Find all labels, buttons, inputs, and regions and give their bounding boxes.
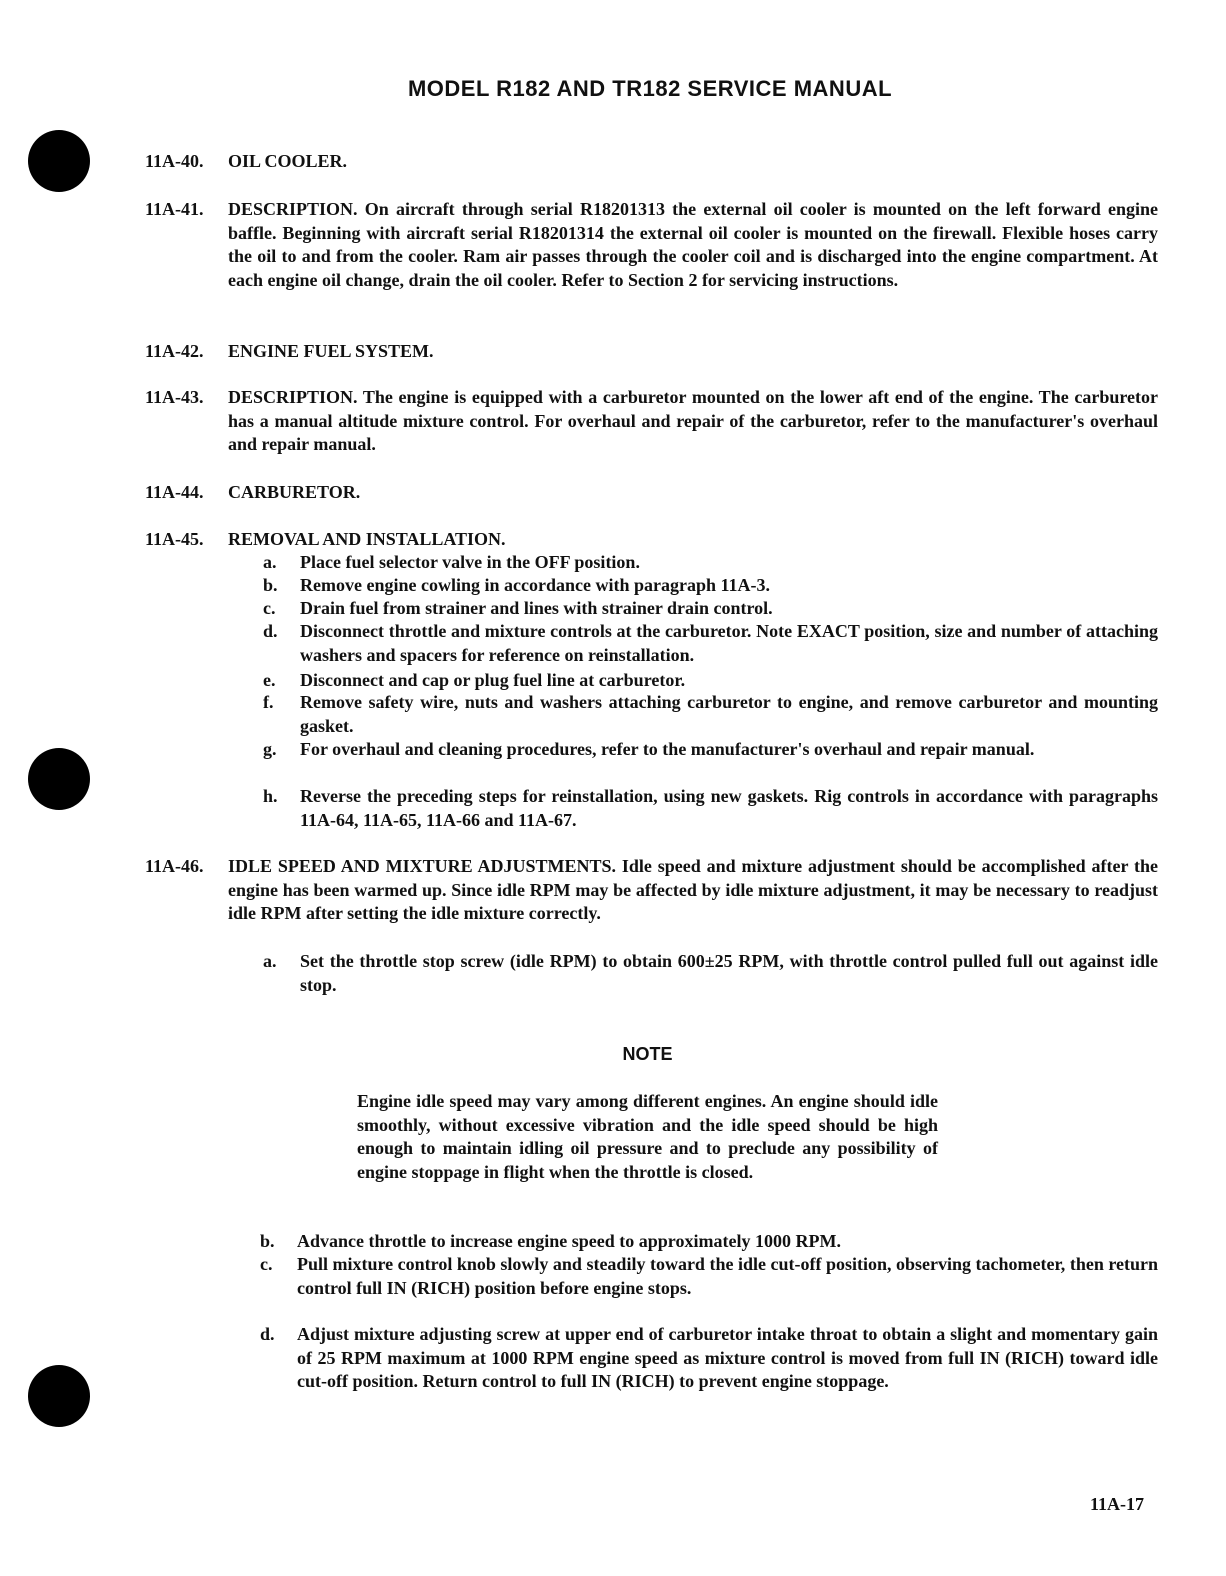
section-text: ENGINE FUEL SYSTEM. xyxy=(228,341,434,361)
step-text: Advance throttle to increase engine speed to approximately 1000 RPM. xyxy=(297,1231,841,1251)
section-text: CARBURETOR. xyxy=(228,482,361,502)
step-text: Disconnect throttle and mixture controls at the carburetor. Note EXACT position, size and number of attaching washers and spacers for reference on reinstallation. xyxy=(300,621,1158,665)
binder-hole xyxy=(28,1365,90,1427)
step-letter: e. xyxy=(263,670,276,690)
section-11a-43 xyxy=(145,386,1158,457)
section-11a-44 xyxy=(145,481,1158,505)
step-letter: b. xyxy=(263,575,278,595)
removal-step xyxy=(263,669,1158,693)
removal-step xyxy=(263,597,1158,621)
section-number: 11A-43. xyxy=(145,387,204,407)
step-text: Drain fuel from strainer and lines with strainer drain control. xyxy=(300,598,773,618)
section-11a-41 xyxy=(145,198,1158,292)
step-text: Set the throttle stop screw (idle RPM) to obtain 600±25 RPM, with throttle control pulled full out against idle stop. xyxy=(300,951,1158,995)
removal-step xyxy=(263,574,1158,598)
section-11a-46 xyxy=(145,855,1158,926)
section-text: DESCRIPTION. On aircraft through serial R18201313 the external oil cooler is mounted on the left forward engine baffle. Beginning with aircraft serial R18201314 the external oil cooler is mounted on the firewall. Flexible hoses carry the oil to and from the cooler. Ram air passes through the cooler coil and is discharged into the engine compartment. At each engine oil change, drain the oil cooler. Refer to Section 2 for servicing instructions. xyxy=(228,199,1158,290)
step-text: Pull mixture control knob slowly and steadily toward the idle cut-off position, observing tachometer, then return control full IN (RICH) position before engine stops. xyxy=(297,1254,1158,1298)
removal-step xyxy=(263,691,1158,738)
page-number: 11A-17 xyxy=(1090,1494,1144,1514)
section-text: DESCRIPTION. The engine is equipped with a carburetor mounted on the lower aft end of the engine. The carburetor has a manual altitude mixture control. For overhaul and repair of the carburetor, refer to the manufacturer's overhaul and repair manual. xyxy=(228,387,1158,455)
step-text: For overhaul and cleaning procedures, refer to the manufacturer's overhaul and repair manual. xyxy=(300,739,1035,759)
section-number: 11A-46. xyxy=(145,856,204,876)
section-number: 11A-45. xyxy=(145,529,204,549)
binder-hole xyxy=(28,130,90,192)
binder-hole xyxy=(28,748,90,810)
step-text: Place fuel selector valve in the OFF position. xyxy=(300,552,640,572)
removal-step xyxy=(263,551,1158,575)
step-text: Disconnect and cap or plug fuel line at carburetor. xyxy=(300,670,686,690)
section-text: OIL COOLER. xyxy=(228,151,348,171)
step-text: Reverse the preceding steps for reinstallation, using new gaskets. Rig controls in accordance with paragraphs 11A-64, 11A-65, 11A-66 and 11A-67. xyxy=(300,786,1158,830)
section-11a-45 xyxy=(145,528,1158,552)
section-number: 11A-40. xyxy=(145,151,204,171)
section-text: REMOVAL AND INSTALLATION. xyxy=(228,529,506,549)
removal-step xyxy=(263,785,1158,832)
section-11a-40 xyxy=(145,150,1158,174)
section-text: IDLE SPEED AND MIXTURE ADJUSTMENTS. Idle speed and mixture adjustment should be accomplished after the engine has been warmed up. Since idle RPM may be affected by idle mixture adjustment, it may be necessary to readjust idle RPM after setting the idle mixture correctly. xyxy=(228,856,1158,924)
page-title: MODEL R182 AND TR182 SERVICE MANUAL xyxy=(407,76,893,101)
step-letter: d. xyxy=(263,621,278,641)
step-text: Adjust mixture adjusting screw at upper end of carburetor intake throat to obtain a slight and momentary gain of 25 RPM maximum at 1000 RPM engine speed as mixture control is moved from full IN (RICH) toward idle cut-off position. Return control to full IN (RICH) to prevent engine stoppage. xyxy=(297,1324,1158,1392)
idle-step xyxy=(260,1253,1158,1300)
idle-step xyxy=(263,950,1158,997)
step-letter: a. xyxy=(263,552,277,572)
note-text: Engine idle speed may vary among different engines. An engine should idle smoothly, without excessive vibration and the idle speed should be high enough to maintain idling oil pressure and to preclude any possibility of engine stoppage in flight when the throttle is closed. xyxy=(357,1091,938,1182)
idle-step xyxy=(260,1323,1158,1394)
step-letter: c. xyxy=(263,598,276,618)
note-heading: NOTE xyxy=(622,1044,673,1064)
step-letter: f. xyxy=(263,692,274,712)
step-text: Remove engine cowling in accordance with paragraph 11A-3. xyxy=(300,575,770,595)
step-letter: d. xyxy=(260,1324,275,1344)
step-letter: c. xyxy=(260,1254,273,1274)
removal-step xyxy=(263,620,1158,667)
section-number: 11A-44. xyxy=(145,482,204,502)
section-number: 11A-41. xyxy=(145,199,204,219)
section-number: 11A-42. xyxy=(145,341,204,361)
section-11a-42 xyxy=(145,340,1158,364)
step-letter: b. xyxy=(260,1231,275,1251)
idle-step xyxy=(260,1230,1158,1254)
step-text: Remove safety wire, nuts and washers attaching carburetor to engine, and remove carburetor and mounting gasket. xyxy=(300,692,1158,736)
step-letter: a. xyxy=(263,951,277,971)
step-letter: g. xyxy=(263,739,277,759)
step-letter: h. xyxy=(263,786,278,806)
removal-step xyxy=(263,738,1158,762)
